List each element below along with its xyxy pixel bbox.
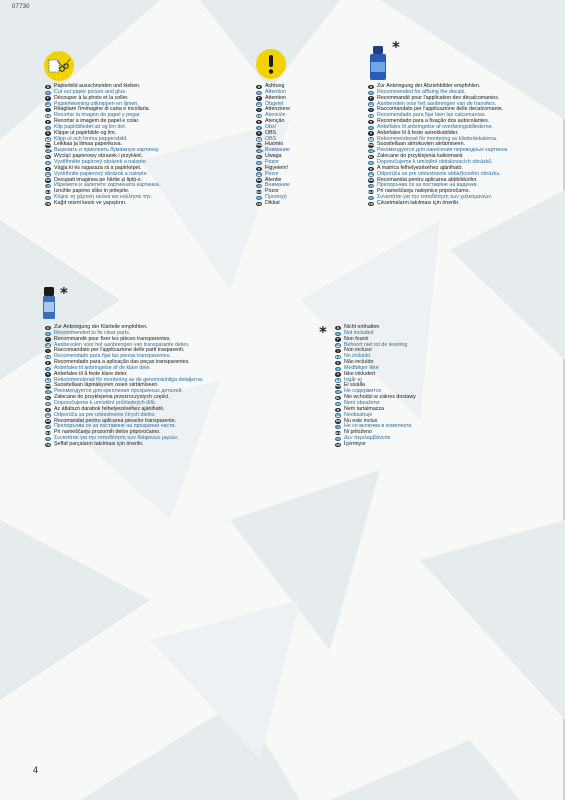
language-text: Nie wchodzi w zakres dostawy bbox=[344, 394, 416, 401]
language-text: Figyelem! bbox=[265, 164, 288, 171]
language-code-badge: SK bbox=[257, 172, 262, 177]
language-code-badge: H bbox=[46, 166, 50, 171]
language-code-badge: N bbox=[369, 137, 373, 142]
language-code-badge: TR bbox=[335, 442, 341, 447]
language-code-badge: FIN bbox=[45, 143, 51, 148]
language-code-badge: P bbox=[257, 119, 261, 124]
language-line bbox=[256, 201, 290, 207]
language-code-badge: D bbox=[369, 84, 373, 89]
document-code: 07730 bbox=[12, 4, 30, 10]
language-text: Anbefales til anbringelse af de klare dele. bbox=[54, 364, 151, 371]
language-code-badge: H bbox=[336, 407, 340, 412]
language-text: Papierbild ausschneiden und kleben. bbox=[54, 83, 141, 89]
language-code-badge: CZ bbox=[46, 160, 51, 165]
language-code-badge: I bbox=[335, 349, 341, 353]
language-code-badge: F bbox=[45, 96, 51, 100]
glue-bottle-icon bbox=[42, 287, 56, 324]
language-code-badge: GB bbox=[46, 331, 51, 336]
language-text: Recomandat pentru aplicarea pieselor transparente. bbox=[54, 417, 177, 424]
language-code-badge: I bbox=[256, 108, 262, 112]
language-code-badge: I bbox=[368, 108, 374, 112]
language-text: Pozor bbox=[265, 170, 279, 177]
language-text: Wyciąć papierowy obrazek i przykleić. bbox=[54, 153, 144, 160]
language-code-badge: RO bbox=[335, 419, 341, 424]
language-text: Medfølger ikke bbox=[344, 364, 379, 371]
language-code-badge: SK bbox=[46, 172, 51, 177]
language-code-badge: P bbox=[46, 119, 50, 124]
language-code-badge: BG bbox=[46, 184, 51, 189]
language-code-badge: E bbox=[368, 114, 374, 118]
language-code-badge: CZ bbox=[369, 160, 374, 165]
language-text: Συνιστάται για την τοποθέτηση των διάφανων μερών. bbox=[54, 435, 179, 442]
language-code-badge: TR bbox=[45, 201, 51, 206]
language-code-badge: RO bbox=[45, 178, 51, 183]
language-code-badge: RUS bbox=[369, 149, 376, 153]
language-text: Pozor bbox=[265, 158, 279, 165]
language-text: No incluido bbox=[344, 353, 371, 360]
language-code-badge: PL bbox=[46, 154, 50, 159]
language-text: Attention bbox=[265, 88, 286, 95]
language-text: Zalecane do przyklejenia przezroczystych części. bbox=[54, 394, 170, 401]
attention-translations bbox=[256, 84, 290, 207]
language-text: Recommandé pour l'application des décalcomanies. bbox=[377, 94, 500, 101]
language-code-badge: GR bbox=[46, 436, 51, 441]
language-text: İçermiyor bbox=[344, 440, 366, 447]
language-code-badge: S bbox=[46, 372, 49, 377]
language-text: Atención bbox=[265, 112, 286, 119]
language-text: Recommended for affixing the decals. bbox=[377, 88, 466, 95]
language-text: Uwaga bbox=[265, 153, 282, 160]
language-text: Atenção bbox=[265, 118, 285, 125]
language-code-badge: SLO bbox=[335, 430, 342, 435]
language-text: Ingår ej bbox=[344, 376, 362, 383]
language-code-badge: NL bbox=[46, 343, 51, 348]
language-text: Obs! bbox=[265, 123, 277, 130]
language-text: Huomio bbox=[265, 141, 284, 148]
page-number: 4 bbox=[33, 765, 39, 775]
language-code-badge: N bbox=[46, 378, 50, 383]
language-text: Ikke inkludert bbox=[344, 370, 376, 377]
language-code-badge: NL bbox=[257, 102, 262, 107]
language-text: Non incluso bbox=[344, 347, 372, 354]
language-text: Изрежете и залепете хартиената картинка. bbox=[54, 182, 161, 189]
language-code-badge: PL bbox=[369, 154, 373, 159]
language-line bbox=[335, 442, 416, 448]
language-code-badge: PL bbox=[46, 395, 50, 400]
language-text: Raccomandato per l'applicazione delle parti trasparenti. bbox=[54, 347, 185, 354]
language-text: Προσοχή bbox=[265, 194, 287, 201]
asterisk-mark: * bbox=[60, 284, 68, 302]
language-text: Внимание bbox=[265, 147, 290, 154]
language-text: Papierlekening uitknippen en lijmen. bbox=[54, 100, 139, 107]
language-code-badge: N bbox=[257, 137, 261, 142]
language-code-badge: S bbox=[46, 131, 49, 136]
language-text: Non fourni bbox=[344, 335, 369, 342]
language-code-badge: PL bbox=[257, 154, 261, 159]
language-line bbox=[45, 201, 160, 207]
language-text: Vystrihnite papierový obrázok a nalepte. bbox=[54, 170, 149, 177]
language-code-badge: CZ bbox=[336, 401, 341, 406]
language-code-badge: D bbox=[336, 325, 340, 330]
language-text: Не содержится bbox=[344, 388, 382, 395]
language-code-badge: RO bbox=[256, 178, 262, 183]
language-text: Atentie bbox=[265, 176, 282, 183]
language-code-badge: E bbox=[45, 114, 51, 118]
language-code-badge: S bbox=[257, 131, 260, 136]
language-code-badge: CZ bbox=[257, 160, 262, 165]
language-code-badge: TR bbox=[368, 201, 374, 206]
language-text: Recommended to fix clear parts. bbox=[54, 329, 131, 336]
language-code-badge: BG bbox=[369, 184, 374, 189]
language-code-badge: H bbox=[257, 166, 261, 171]
language-text: Препоръчва се за поставяне на ваденки. bbox=[377, 182, 479, 189]
language-code-badge: F bbox=[45, 337, 51, 341]
language-text: Klipp ut och limma pappersbild. bbox=[54, 135, 128, 142]
decal-liquid-instructions bbox=[368, 84, 508, 207]
language-code-badge: NL bbox=[46, 102, 51, 107]
language-text: Attenzione bbox=[265, 106, 291, 113]
language-text: Anbefales til å feste avtrekksbilder. bbox=[377, 129, 459, 136]
language-code-badge: SLO bbox=[256, 189, 263, 194]
language-text: Az átlátszó darabok felhelyezéséhez ajánlható. bbox=[54, 405, 165, 412]
language-text: Pozor bbox=[265, 188, 279, 195]
language-text: Vágja ki és ragassza rá a papírképet. bbox=[54, 164, 142, 171]
language-code-badge: DK bbox=[369, 125, 374, 130]
language-text: Cut out paper picture and glue. bbox=[54, 88, 127, 95]
language-text: Recomendado para a fixação dos autocolantes. bbox=[377, 118, 490, 125]
language-code-badge: RO bbox=[45, 419, 51, 424]
language-code-badge: SLO bbox=[368, 189, 375, 194]
language-code-badge: PL bbox=[336, 395, 340, 400]
language-code-badge: SLO bbox=[45, 430, 52, 435]
language-text: Aanbevolen voor het aanbrengen van de transfers. bbox=[377, 100, 497, 107]
language-text: Suositellaan siirtokuvien siirtämiseen. bbox=[377, 141, 466, 148]
language-text: Decupati imaginea pe hârtie și lipiți-o. bbox=[54, 176, 143, 183]
language-code-badge: H bbox=[369, 166, 373, 171]
language-text: Recomendado para fijar las piezas transparentes. bbox=[54, 353, 171, 360]
decal-bottle-icon bbox=[368, 46, 388, 85]
language-code-badge: DK bbox=[46, 366, 51, 371]
asterisk-mark: * bbox=[392, 38, 400, 56]
language-text: Não incluído bbox=[344, 359, 374, 366]
language-code-badge: FIN bbox=[335, 384, 341, 389]
language-text: Κόψτε τη χάρτινη εικόνα και κολλήστε την. bbox=[54, 194, 153, 201]
language-line bbox=[45, 442, 203, 448]
language-code-badge: DK bbox=[336, 366, 341, 371]
language-text: Ritagliare l'immagine di carta e incollarla. bbox=[54, 106, 151, 113]
language-code-badge: FIN bbox=[368, 143, 374, 148]
language-text: Nu este inclus bbox=[344, 417, 378, 424]
clear-glue-instructions bbox=[45, 325, 203, 448]
language-code-badge: F bbox=[368, 96, 374, 100]
language-code-badge: SK bbox=[46, 413, 51, 418]
language-code-badge: F bbox=[256, 96, 262, 100]
language-code-badge: I bbox=[45, 349, 51, 353]
language-code-badge: RUS bbox=[46, 390, 53, 394]
not-included-translations bbox=[335, 325, 416, 448]
language-code-badge: RUS bbox=[257, 149, 264, 153]
language-code-badge: GR bbox=[46, 195, 51, 200]
language-code-badge: GR bbox=[369, 195, 374, 200]
language-text: OBS bbox=[265, 129, 277, 136]
language-text: Не се включва в комплекта bbox=[344, 423, 412, 430]
language-code-badge: GB bbox=[257, 90, 262, 95]
language-code-badge: GB bbox=[336, 331, 341, 336]
language-code-badge: CZ bbox=[46, 401, 51, 406]
cut-out-instructions bbox=[45, 84, 160, 207]
language-text: Doporučujeme k umístění průhledných dílů. bbox=[54, 399, 157, 406]
language-code-badge: D bbox=[46, 84, 50, 89]
language-text: Attention bbox=[265, 94, 286, 101]
language-text: Not included bbox=[344, 329, 374, 336]
language-code-badge: GB bbox=[369, 90, 374, 95]
language-text: Izrežite papirno sliko in prilepite. bbox=[54, 188, 130, 195]
language-text: Zur Anbringung der Klarteile empfohlen. bbox=[54, 324, 148, 330]
exclamation-icon bbox=[256, 49, 286, 79]
language-code-badge: SLO bbox=[45, 189, 52, 194]
language-text: Kağıt resmi kesin ve yapıştırın. bbox=[54, 199, 127, 206]
language-code-badge: P bbox=[369, 119, 373, 124]
language-code-badge: I bbox=[45, 108, 51, 112]
language-code-badge: BG bbox=[257, 184, 262, 189]
language-text: OBS bbox=[265, 135, 277, 142]
language-text: Aanbevolen voor het aanbrengen van transparante delen. bbox=[54, 341, 190, 348]
language-text: Recortar a imagem de papel e colar. bbox=[54, 118, 140, 125]
language-text: Pri nameščanju nalepnice priporočamo. bbox=[377, 188, 471, 195]
language-text: Rekommenderad för montering av klisterdekalerna. bbox=[377, 135, 498, 142]
language-text: Рекомендуется для крепления прозрачных деталей. bbox=[54, 388, 183, 395]
language-text: Zalecane do przyklejenia kalkomanii. bbox=[377, 153, 464, 160]
language-code-badge: D bbox=[46, 325, 50, 330]
language-code-badge: RUS bbox=[336, 390, 343, 394]
language-code-badge: P bbox=[46, 360, 50, 365]
language-text: Çıkartmaların takılması için önerilir. bbox=[377, 199, 460, 206]
language-text: Leikkaa ja liimaa paperikuva. bbox=[54, 141, 123, 148]
language-code-badge: E bbox=[45, 355, 51, 359]
language-text: Odporúča sa pre umiestnenie obtlačkového obrázku. bbox=[377, 170, 501, 177]
language-code-badge: F bbox=[335, 337, 341, 341]
language-text: Συνιστάται για την τοποθέτηση των χαλκομανιών. bbox=[377, 194, 493, 201]
language-code-badge: TR bbox=[45, 442, 51, 447]
language-text: Nicht enthalten bbox=[344, 324, 380, 330]
language-text: Doporučujeme k umístění obtiskovacích obrázků. bbox=[377, 158, 493, 165]
language-code-badge: SK bbox=[336, 413, 341, 418]
language-code-badge: RO bbox=[368, 178, 374, 183]
language-text: Şeffaf parçaların takılması için önerilir. bbox=[54, 440, 144, 447]
language-code-badge: FIN bbox=[256, 143, 262, 148]
language-text: Raccomandato per l'applicazione delle decalcomanie. bbox=[377, 106, 504, 113]
language-code-badge: N bbox=[336, 378, 340, 383]
language-text: Рекомендуется для нанесения переводных картинок. bbox=[377, 147, 509, 154]
language-text: Rekommenderad för montering av de genomskinliga detaljerna. bbox=[54, 376, 204, 383]
language-text: Recomandat pentru aplicarea abțibildurilor. bbox=[377, 176, 478, 183]
language-text: Neobsahuje bbox=[344, 411, 373, 418]
language-text: Δεν περιλαμβάνεται bbox=[344, 435, 391, 442]
language-text: Klippe ut papirbilde og lim. bbox=[54, 129, 117, 136]
language-code-badge: BG bbox=[336, 425, 341, 430]
language-text: Vystřihněte papírový obrázek a nalepte. bbox=[54, 158, 148, 165]
language-code-badge: N bbox=[46, 137, 50, 142]
language-text: Препоръчва се за поставяне на прозрачни части. bbox=[54, 423, 176, 430]
language-text: Dikkat bbox=[265, 199, 280, 206]
language-text: Anbefales til anbringelse af overføringsbillederne. bbox=[377, 123, 494, 130]
language-text: Recortar la imagen de papel y pegar. bbox=[54, 112, 141, 119]
language-code-badge: H bbox=[46, 407, 50, 412]
language-text: Внимание bbox=[265, 182, 290, 189]
language-code-badge: P bbox=[336, 360, 340, 365]
language-text: Nem tartalmazza bbox=[344, 405, 385, 412]
language-text: Obgelet bbox=[265, 100, 284, 107]
language-text: Ni priloženo bbox=[344, 429, 372, 436]
language-text: Recommandé pour fixer les pièces transparentes. bbox=[54, 335, 171, 342]
language-text: Recomendado para fijar bien las calcomanías. bbox=[377, 112, 486, 119]
scissors-icon bbox=[44, 51, 74, 81]
language-text: A matrica felhelyezéséhez ajánlható. bbox=[377, 164, 463, 171]
language-code-badge: E bbox=[256, 114, 262, 118]
language-code-badge: E bbox=[335, 355, 341, 359]
language-code-badge: DK bbox=[257, 125, 262, 130]
asterisk-mark: * bbox=[319, 323, 327, 341]
language-text: Pri nameščanju prozornih delov priporočamo. bbox=[54, 429, 161, 436]
language-code-badge: GR bbox=[336, 436, 341, 441]
language-code-badge: D bbox=[257, 84, 261, 89]
language-code-badge: RUS bbox=[46, 149, 53, 153]
language-text: Ei sisälla bbox=[344, 382, 365, 389]
language-code-badge: SK bbox=[369, 172, 374, 177]
language-code-badge: TR bbox=[256, 201, 262, 206]
language-text: Behoort niet tot de levering bbox=[344, 341, 408, 348]
language-text: Recomendado para a aplicação das peças transparentes. bbox=[54, 359, 190, 366]
language-text: Suositellaan läpinäkyvien osien siirtämiseen. bbox=[54, 382, 159, 389]
language-code-badge: DK bbox=[46, 125, 51, 130]
language-code-badge: NL bbox=[336, 343, 341, 348]
language-code-badge: BG bbox=[46, 425, 51, 430]
language-code-badge: S bbox=[336, 372, 339, 377]
language-text: Вырезать и приклеить бумажную картинку. bbox=[54, 147, 160, 154]
language-code-badge: S bbox=[369, 131, 372, 136]
language-text: Découper à la photo et la coller. bbox=[54, 94, 129, 101]
language-text: Odporúča sa pre umiestnenie čírych dielov. bbox=[54, 411, 156, 418]
language-code-badge: GR bbox=[257, 195, 262, 200]
language-text: Zur Anbringung der Abziehbilder empfohlen. bbox=[377, 83, 481, 89]
language-code-badge: GB bbox=[46, 90, 51, 95]
language-text: Není obsaženo bbox=[344, 399, 380, 406]
language-text: Anbefales til å feste klare deler. bbox=[54, 370, 128, 377]
language-text: Klip papirbilledet ud og lim det. bbox=[54, 123, 127, 130]
language-text: Achtung bbox=[265, 83, 285, 89]
language-code-badge: FIN bbox=[45, 384, 51, 389]
language-code-badge: NL bbox=[369, 102, 374, 107]
language-line bbox=[368, 201, 508, 207]
